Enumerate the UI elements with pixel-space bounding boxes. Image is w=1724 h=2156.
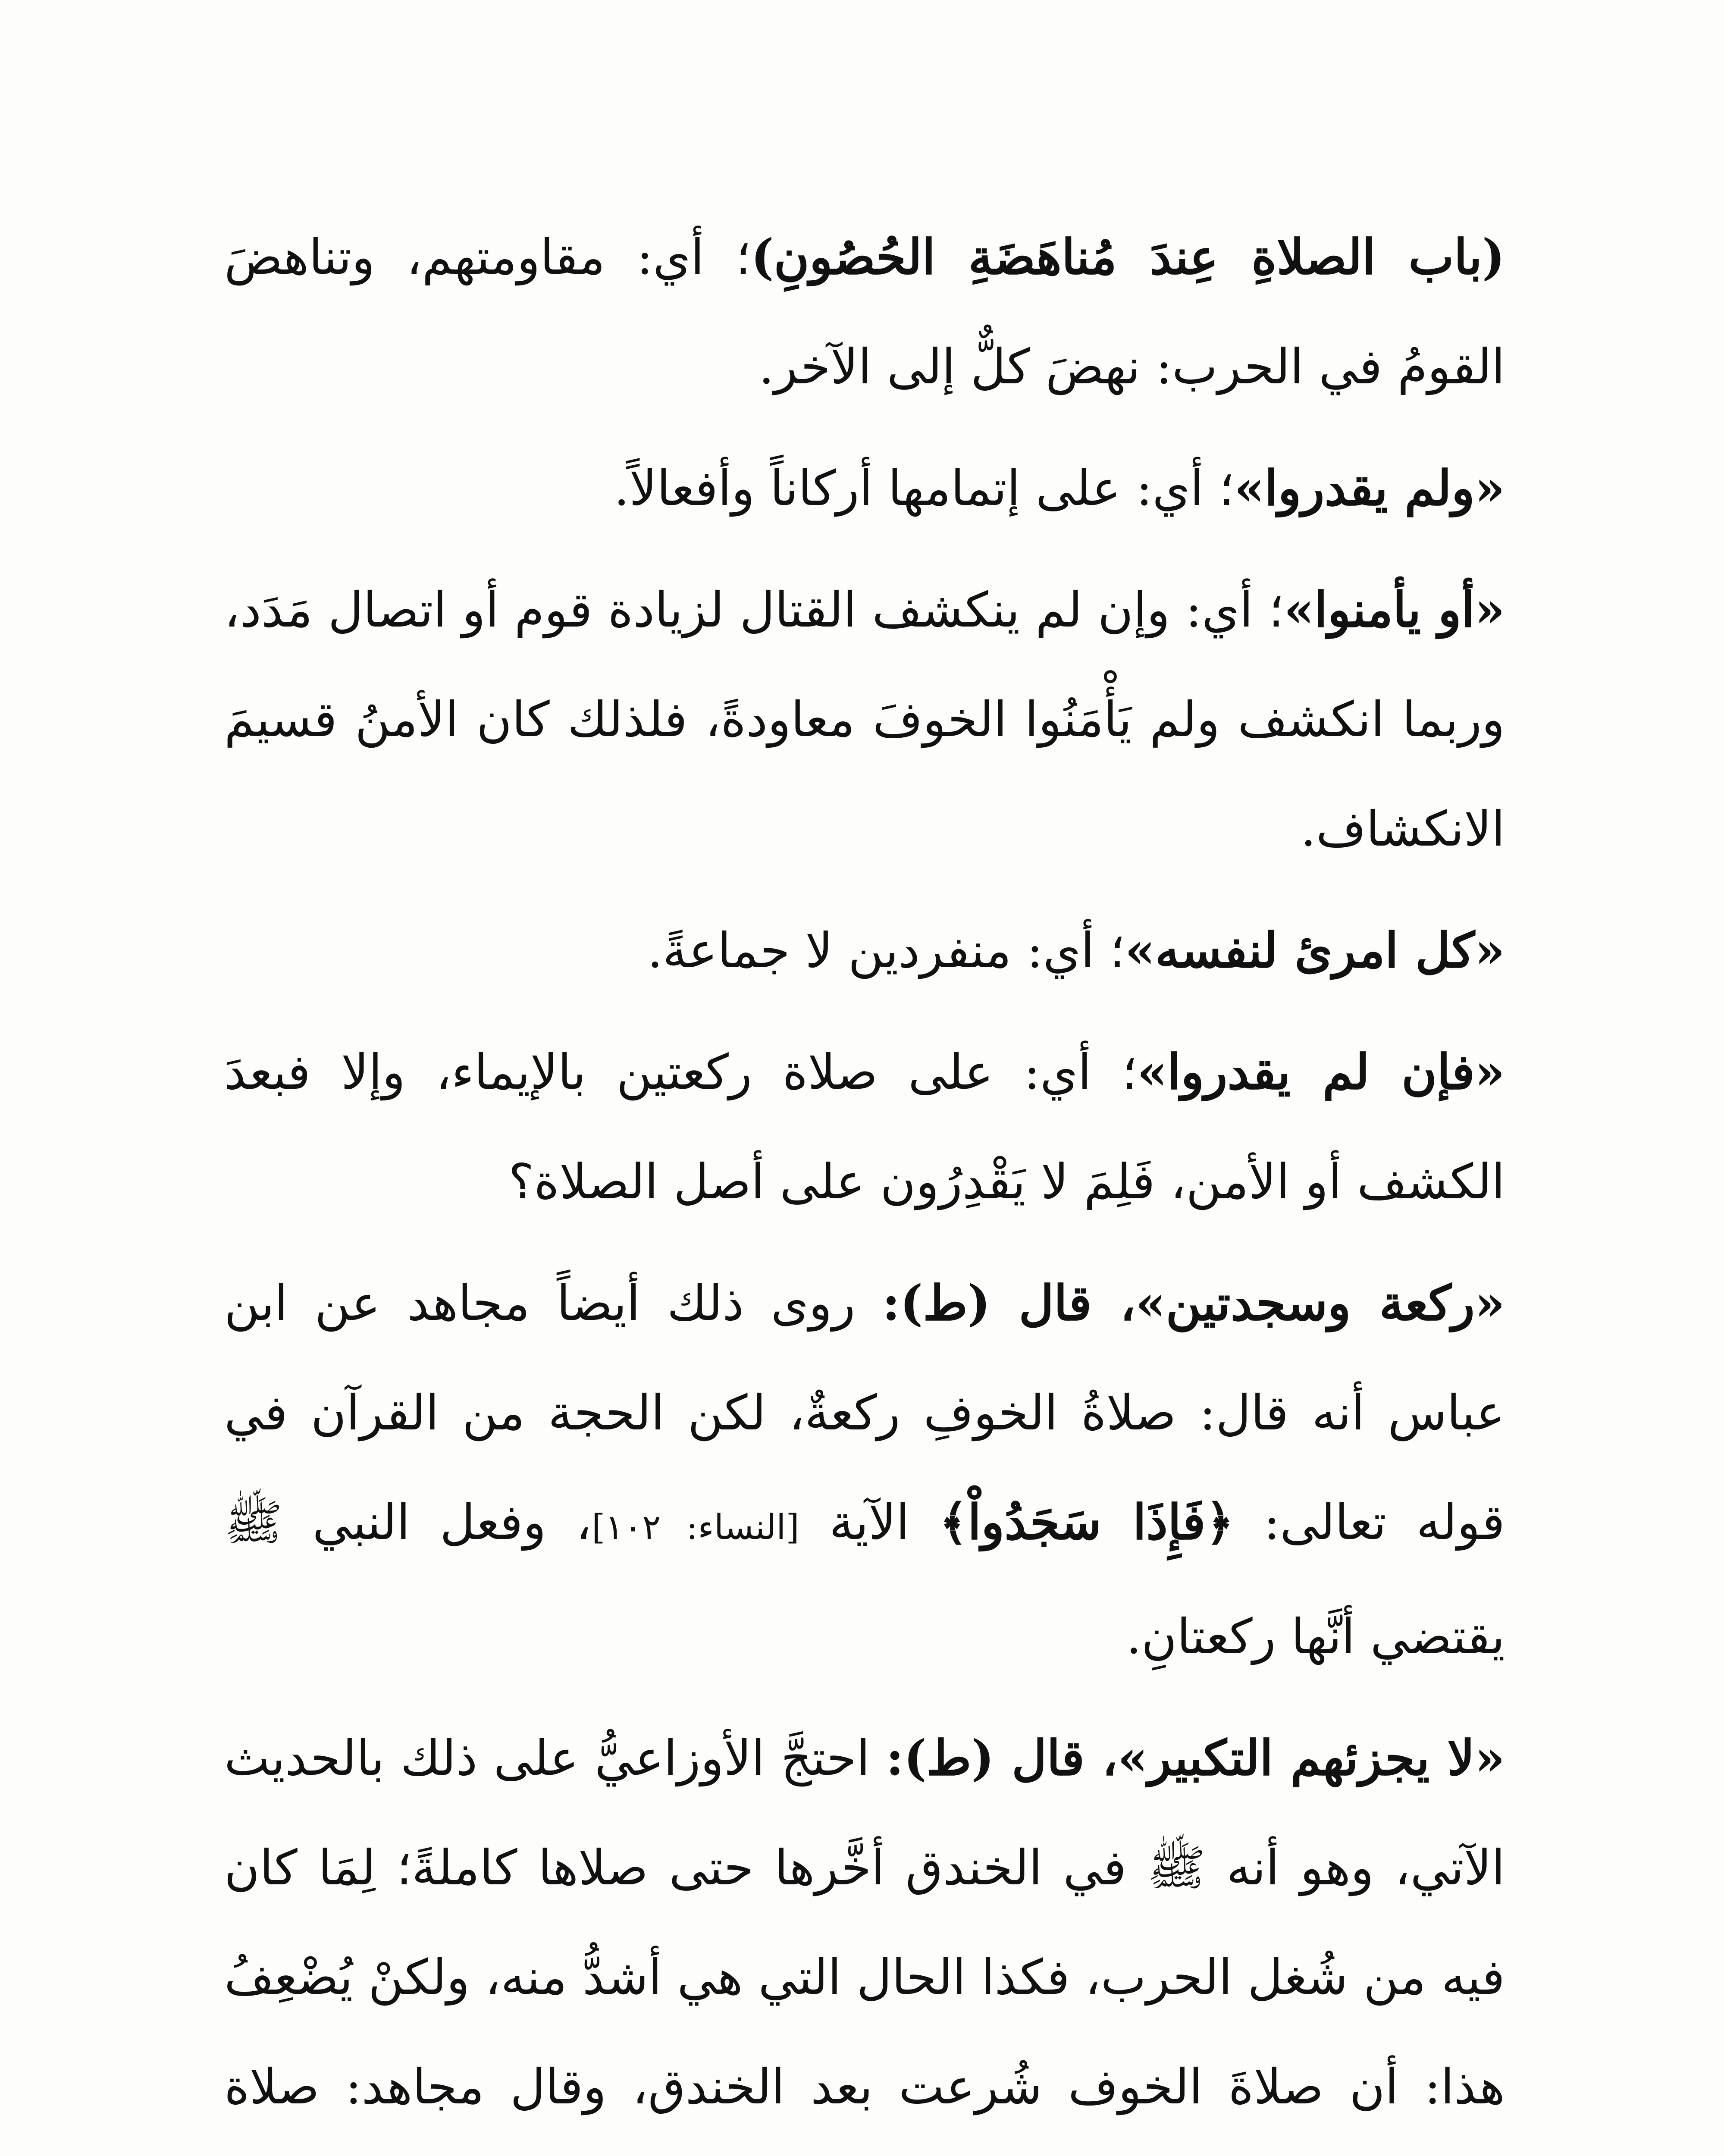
paragraph-text: احتجَّ الأوزاعيُّ على ذلك بالحديث الآتي، وهو أنه ﷺ في الخندق أخَّرها حتى صلاها كاملةً؛ لِمَا كان فيه من شُغل الحرب، فكذا الحال التي هي أشدُّ منه، ولكنْ يُضْعِفُ هذا: أن صلاةَ الخوف شُرعت بعد الخندق، وقال مجاهد: صلاة xyxy=(224,1730,1505,2115)
paragraph-text: الآية xyxy=(799,1495,940,1551)
paragraph-text: ، وفعل النبي ﷺ يقتضي أنَّها ركعتانِ. xyxy=(224,1495,1505,1665)
commentary-text xyxy=(224,203,1505,2156)
paragraph-bab-salat xyxy=(224,203,1505,422)
lemma-heading: «أو يأمنوا» xyxy=(1284,582,1505,638)
lemma-heading: «فإن لم يقدروا» xyxy=(1137,1044,1505,1100)
lemma-heading: «لا يجزئهم التكبير»، قال (ط): xyxy=(886,1730,1505,1786)
lemma-heading: «ركعة وسجدتين»، قال (ط): xyxy=(882,1275,1505,1332)
lemma-heading: (باب الصلاةِ عِندَ مُناهَضَةِ الحُصُونِ) xyxy=(751,229,1505,285)
quran-reference: [النساء: ١٠٢] xyxy=(592,1507,799,1547)
paragraph-text: ؛ أي: وإن لم ينكشف القتال لزيادة قوم أو اتصال مَدَد، وربما انكشف ولم يَأْمَنُوا الخوفَ معاودةً، فلذلك كان الأمنُ قسيمَ الانكشاف. xyxy=(224,582,1505,857)
paragraph-text: ؛ أي: على صلاة ركعتين بالإيماء، وإلا فبعدَ الكشف أو الأمن، فَلِمَ لا يَقْدِرُون على أصل الصلاة؟ xyxy=(224,1044,1505,1210)
paragraph-fa-in-lam xyxy=(224,1018,1505,1237)
lemma-heading: «كل امرئ لنفسه» xyxy=(1125,922,1505,979)
paragraph-text: ؛ أي: على إتمامها أركاناً وأفعالاً. xyxy=(614,461,1235,517)
paragraph-kull-imri xyxy=(224,896,1505,1006)
paragraph-la-yujziuhum xyxy=(224,1704,1505,2156)
lemma-heading: «ولم يقدروا» xyxy=(1234,460,1505,517)
paragraph-text: ؛ أي: منفردين لا جماعةً. xyxy=(647,923,1125,979)
quran-quote: ﴿فَإِذَا سَجَدُواْ﴾ xyxy=(939,1494,1234,1551)
paragraph-lam-yaqdiru xyxy=(224,434,1505,543)
paragraph-text: روى ذلك أيضاً مجاهد عن ابن عباس أنه قال: صلاةُ الخوفِ ركعةٌ، لكن الحجة من القرآن في قوله تعالى: xyxy=(224,1275,1505,1551)
paragraph-text: ؛ أي: مقاومتهم، وتناهضَ القومُ في الحرب: نهضَ كلٌّ إلى الآخر. xyxy=(224,229,1505,395)
paragraph-rakah-sajdatayn xyxy=(224,1249,1505,1692)
paragraph-aw-yamanu xyxy=(224,555,1505,884)
